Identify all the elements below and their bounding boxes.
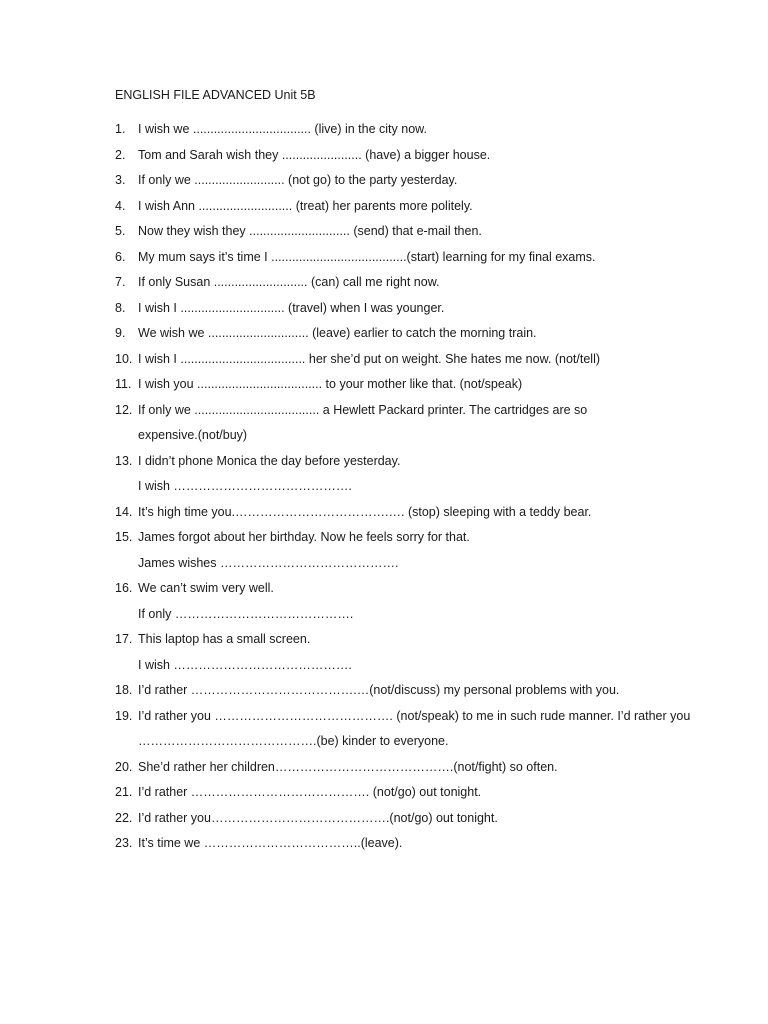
exercise-line-21 bbox=[115, 783, 715, 809]
exercise-line-12-continued bbox=[115, 426, 715, 452]
exercise-line-13 bbox=[115, 452, 715, 478]
exercise-text: I wish I .............................. (travel) when I was younger. bbox=[138, 300, 445, 315]
exercise-text: I wish I .................................... her she’d put on weight. She hates me now. (not/tell) bbox=[138, 351, 601, 366]
exercise-text: If only we .................................... a Hewlett Packard printer. The cartridges are so bbox=[138, 402, 588, 417]
exercise-text: James forgot about her birthday. Now he feels sorry for that. bbox=[138, 530, 470, 544]
exercise-line-17-answer bbox=[115, 656, 715, 682]
exercise-line-16-answer bbox=[115, 605, 715, 631]
exercise-text: …………………………………….(be) kinder to everyone. bbox=[138, 734, 449, 748]
exercise-number: 12. bbox=[115, 402, 133, 417]
exercise-line-3 bbox=[115, 171, 715, 197]
exercise-line-23 bbox=[115, 834, 715, 860]
document-title: ENGLISH FILE ADVANCED Unit 5B bbox=[115, 88, 316, 102]
exercise-number: 18. bbox=[115, 683, 133, 697]
exercise-text: If only Susan ........................... (can) call me right now. bbox=[138, 275, 440, 289]
exercise-line-18 bbox=[115, 681, 715, 707]
exercise-text: expensive.(not/buy) bbox=[138, 428, 248, 442]
exercise-line-8 bbox=[115, 299, 715, 325]
exercise-text: She’d rather her children…………………………………….(not/fight) so often. bbox=[138, 759, 558, 774]
exercise-text: If only ……………………………………. bbox=[138, 606, 354, 621]
exercise-line-6 bbox=[115, 248, 715, 274]
exercise-text: I wish Ann ........................... (treat) her parents more politely. bbox=[138, 198, 473, 213]
exercise-text: I’d rather ……………………………………. (not/go) out tonight. bbox=[138, 785, 482, 799]
exercise-number: 3. bbox=[115, 173, 126, 187]
exercise-number: 15. bbox=[115, 530, 133, 544]
exercise-text: I’d rather you ……………………………………. (not/speak) to me in such rude manner. I’d rather you bbox=[138, 708, 691, 723]
exercise-number: 5. bbox=[115, 224, 126, 238]
exercise-line-22 bbox=[115, 809, 715, 835]
exercise-text: This laptop has a small screen. bbox=[138, 632, 311, 646]
exercise-line-17 bbox=[115, 630, 715, 656]
exercise-text: We can’t swim very well. bbox=[138, 581, 274, 595]
exercise-number: 17. bbox=[115, 632, 133, 646]
exercise-number: 8. bbox=[115, 300, 126, 315]
exercise-line-4 bbox=[115, 197, 715, 223]
exercise-text: I’d rather ………………………………….…(not/discuss) my personal problems with you. bbox=[138, 683, 620, 697]
exercise-line-5 bbox=[115, 222, 715, 248]
exercise-number: 19. bbox=[115, 708, 133, 723]
exercise-number: 1. bbox=[115, 122, 126, 136]
exercise-line-15-answer bbox=[115, 554, 715, 580]
exercise-text: I wish ……………………………………. bbox=[138, 657, 352, 672]
exercise-number: 10. bbox=[115, 351, 133, 366]
exercise-line-11 bbox=[115, 375, 715, 401]
exercise-line-7 bbox=[115, 273, 715, 299]
exercise-number: 2. bbox=[115, 147, 126, 162]
exercise-number: 4. bbox=[115, 198, 126, 213]
exercise-line-13-answer bbox=[115, 477, 715, 503]
exercise-number: 22. bbox=[115, 810, 133, 825]
exercise-number: 13. bbox=[115, 453, 133, 468]
exercise-number: 14. bbox=[115, 504, 133, 519]
exercise-text: I didn’t phone Monica the day before yesterday. bbox=[138, 453, 401, 468]
exercise-line-2 bbox=[115, 146, 715, 172]
exercise-line-9 bbox=[115, 324, 715, 350]
exercise-number: 11. bbox=[115, 377, 132, 391]
exercise-text: Tom and Sarah wish they ....................... (have) a bigger house. bbox=[138, 147, 491, 162]
exercise-text: I wish we .................................. (live) in the city now. bbox=[138, 122, 427, 136]
exercise-number: 23. bbox=[115, 836, 133, 850]
exercise-line-12 bbox=[115, 401, 715, 427]
exercise-text: It’s time we ………………………………..(leave). bbox=[138, 836, 403, 850]
exercise-text: If only we .......................... (not go) to the party yesterday. bbox=[138, 173, 458, 187]
exercise-text: I wish you .................................... to your mother like that. (not/speak) bbox=[138, 377, 523, 391]
exercise-text: I’d rather you…………………………………….(not/go) out tonight. bbox=[138, 810, 498, 825]
exercise-line-14 bbox=[115, 503, 715, 529]
exercise-number: 9. bbox=[115, 326, 126, 340]
exercise-list bbox=[115, 120, 715, 860]
exercise-line-10 bbox=[115, 350, 715, 376]
exercise-text: It’s high time you.……………………………….…. (stop) sleeping with a teddy bear. bbox=[138, 504, 592, 519]
exercise-text: My mum says it’s time I .......................................(start) learning for my final exams. bbox=[138, 249, 596, 264]
exercise-number: 21. bbox=[115, 785, 133, 799]
exercise-line-20 bbox=[115, 758, 715, 784]
exercise-number: 20. bbox=[115, 759, 133, 774]
exercise-line-15 bbox=[115, 528, 715, 554]
exercise-line-19 bbox=[115, 707, 715, 733]
exercise-line-1 bbox=[115, 120, 715, 146]
exercise-line-19-continued bbox=[115, 732, 715, 758]
exercise-text: I wish ……………………………………. bbox=[138, 479, 352, 493]
exercise-text: James wishes ……………………………………. bbox=[138, 555, 399, 570]
exercise-number: 6. bbox=[115, 249, 126, 264]
exercise-text: Now they wish they ............................. (send) that e-mail then. bbox=[138, 224, 482, 238]
exercise-number: 16. bbox=[115, 581, 133, 595]
exercise-number: 7. bbox=[115, 275, 126, 289]
exercise-line-16 bbox=[115, 579, 715, 605]
exercise-text: We wish we ............................. (leave) earlier to catch the morning train. bbox=[138, 326, 537, 340]
